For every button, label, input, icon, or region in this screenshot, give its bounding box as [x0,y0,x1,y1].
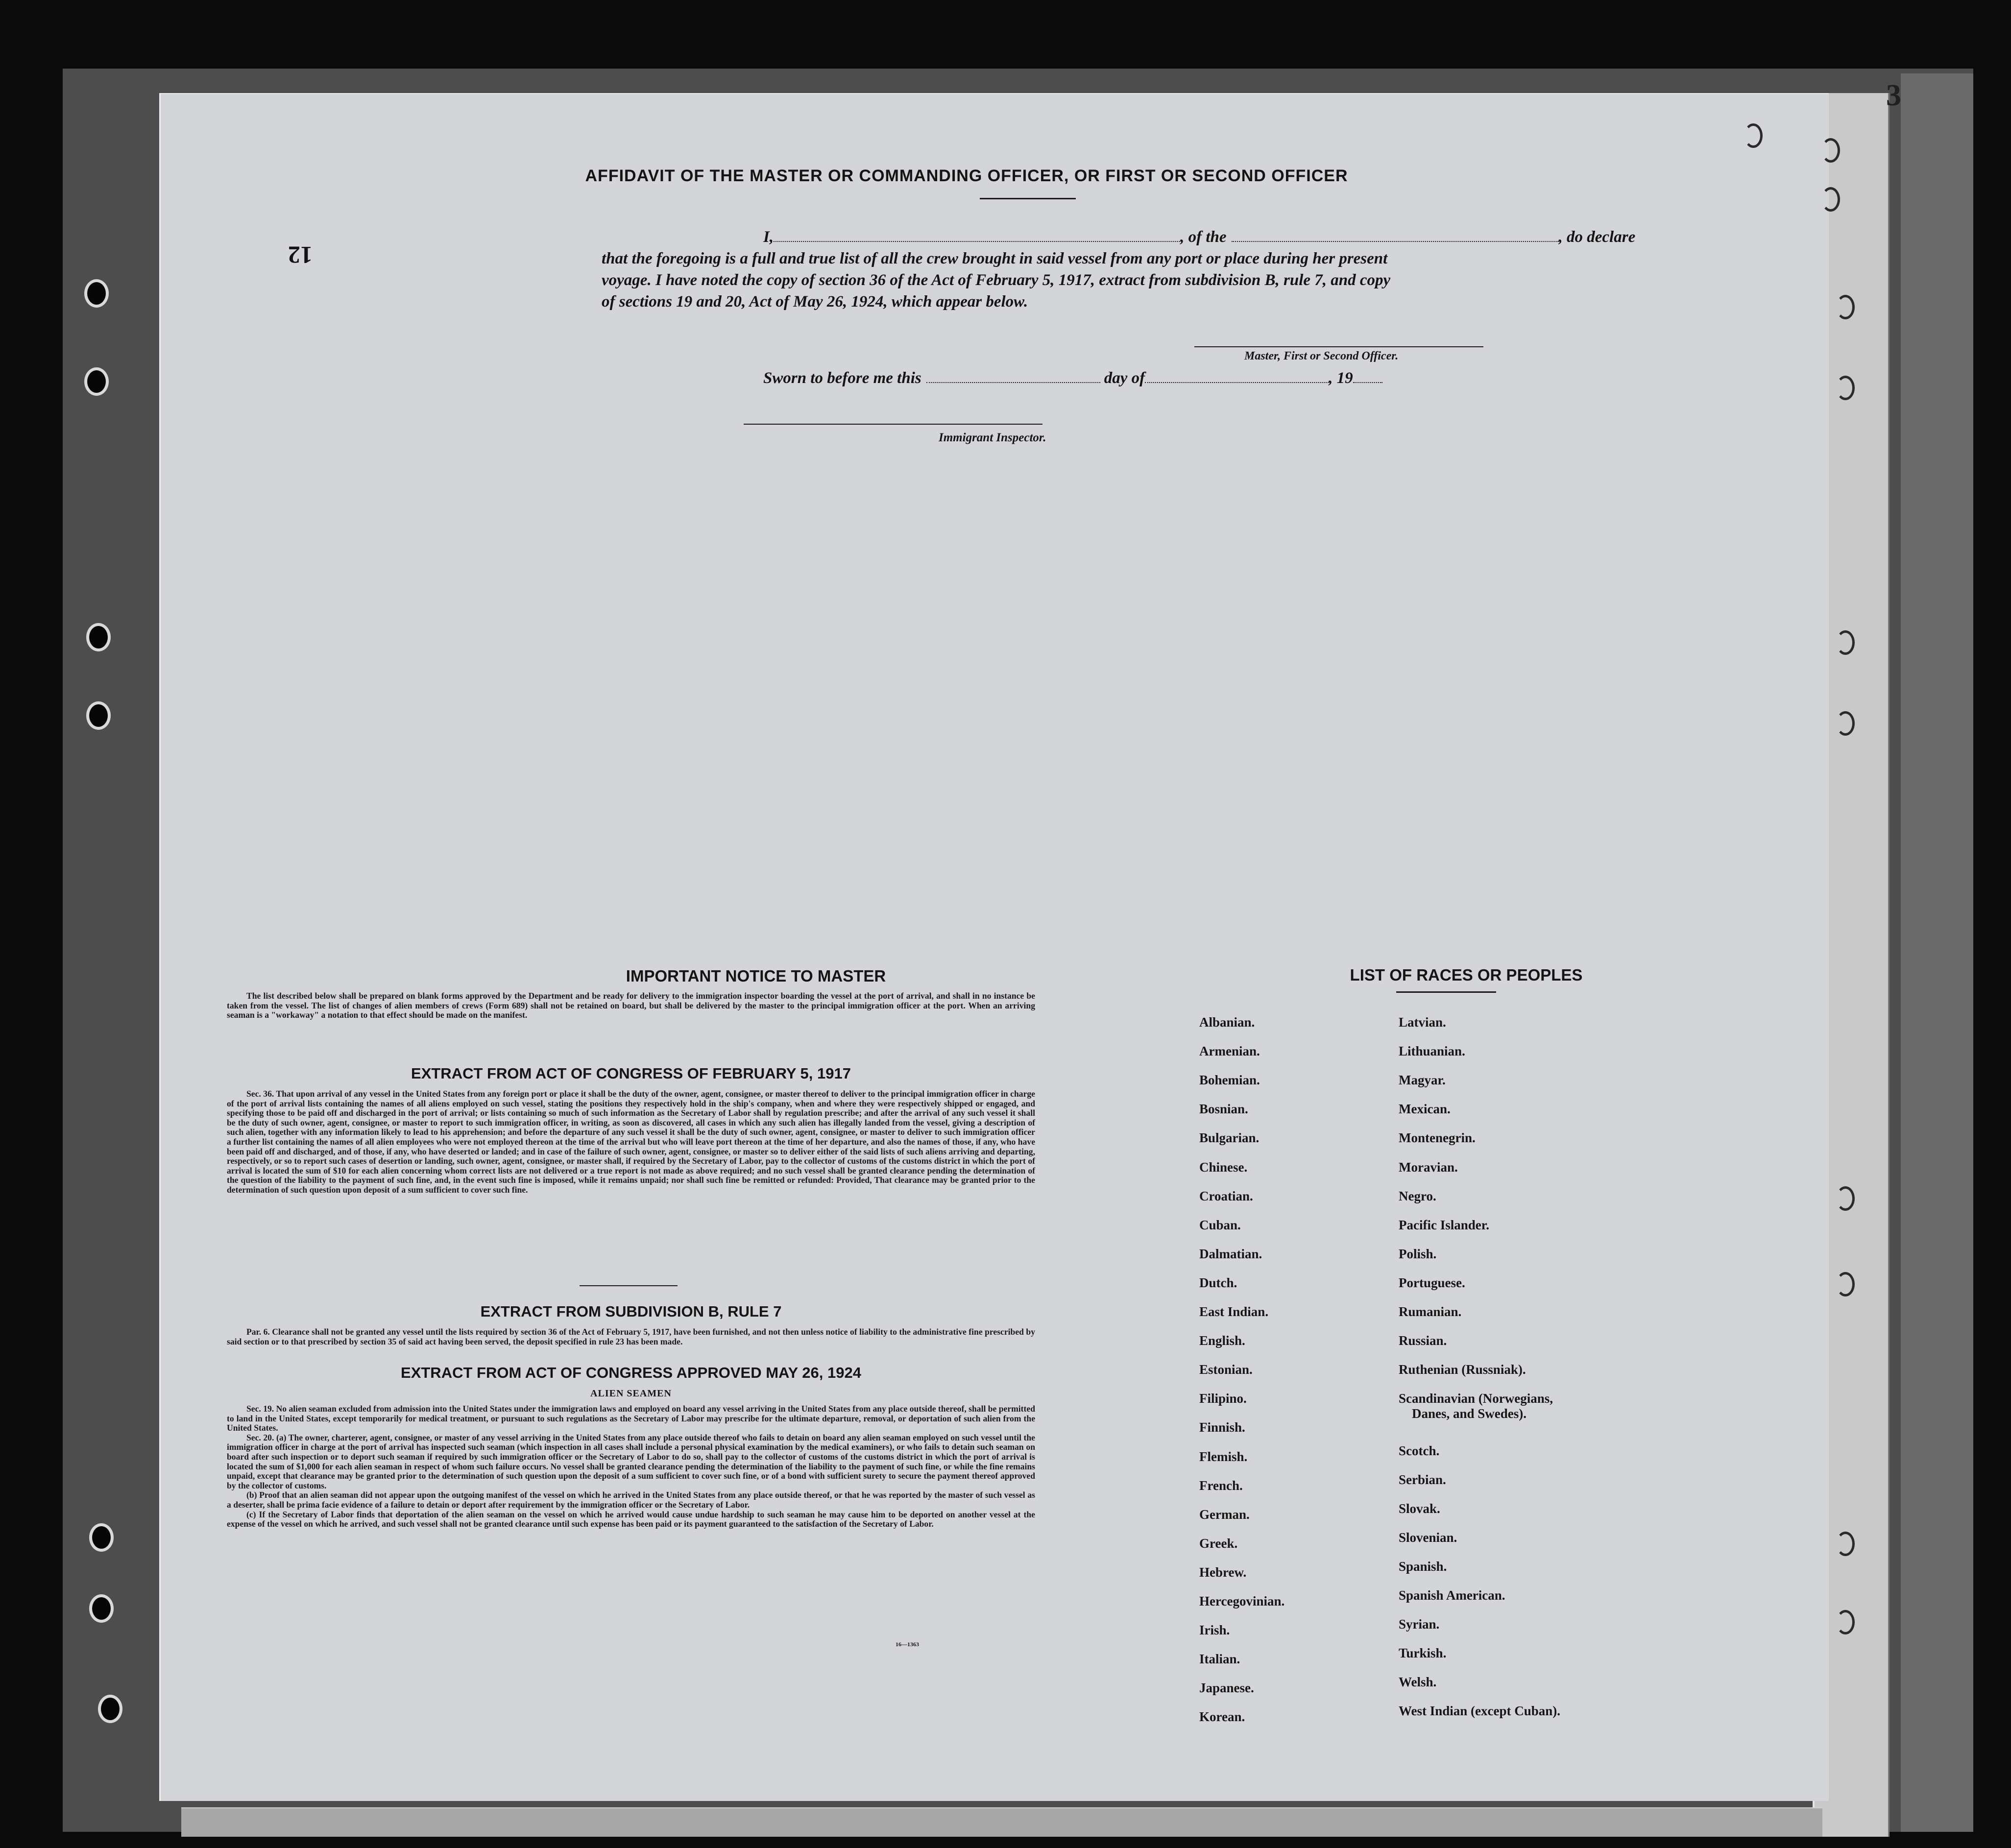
race-item: Moravian. [1399,1159,1458,1175]
paragraph-6: Par. 6. Clearance shall not be granted any vessel until the lists required by section 36 of the Act of February 5, 1917, have been furnished, and not then unless notice of liability to the administrative fine prescribed by said section or to that prescribed by section 35 of said act having been served, the deposit specified in rule 23 has been made. [227,1327,1035,1346]
race-item: Lithuanian. [1399,1044,1465,1059]
ring-hole-icon [1821,187,1840,212]
race-item: Spanish. [1399,1559,1447,1574]
race-item: Estonian. [1199,1362,1253,1377]
inspector-signature-caption: Immigrant Inspector. [939,431,1046,444]
ring-hole-icon [1836,711,1855,736]
title-rule [980,198,1076,199]
race-item: Portuguese. [1399,1275,1465,1290]
punch-hole-icon [84,279,109,308]
punch-hole-icon [89,1594,114,1623]
extract-1924-title: EXTRACT FROM ACT OF CONGRESS APPROVED MAY 26, 1924 [401,1364,861,1381]
race-item: Greek. [1199,1536,1238,1551]
races-title: LIST OF RACES OR PEOPLES [1350,966,1583,984]
master-signature-line[interactable] [1194,346,1483,347]
punch-hole-icon [86,701,111,730]
race-item: Rumanian. [1399,1304,1462,1319]
section-20a-paragraph: Sec. 20. (a) The owner, charterer, agent, consignee, or master of any vessel arriving in the United States from any place outside thereof who fails to detain on board any alien seaman employed on such vessel until the immigration officer in charge at the port of arrival has inspected such seaman (which inspection in all cases shall include a personal physical examination by the medical examiners), or who fails to detain such seaman on board after such inspection or to deport such seaman if required by such immigration officer or the Secretary of Labor to do so, shall pay to the collector of customs of the customs district in which the port of arrival is located the sum of $1,000 for each alien seaman in respect of whom such failure occurs. No vessel shall be granted clearance pending the determination of the liability to the payment of such fine, or while the fine remains unpaid, except that clearance may be granted prior to the determination of such question upon the deposit of a sum sufficient to cover such fine, or of a bond with sufficient surety to secure the payment thereof approved by the collector of customs. [227,1432,1035,1490]
margin-stamp-number: 12 [288,241,313,269]
punch-hole-icon [89,1523,114,1552]
section-19-paragraph: Sec. 19. No alien seaman excluded from admission into the United States under the immigration laws and employed on board any vessel arriving in the United States from any place outside thereof, shall be permitted to land in the United States, except temporarily for medical treatment, or pursuant to such regulations as the Secretary of Labor may prescribe for the ultimate departure, removal, or deportation of such alien from the United States. [227,1404,1035,1433]
ring-hole-icon [1744,123,1763,148]
affidavit-title: AFFIDAVIT OF THE MASTER OR COMMANDING OFFICER, OR FIRST OR SECOND OFFICER [585,167,1348,185]
sworn-month-field[interactable] [1145,367,1329,383]
race-item: Scotch. [1399,1443,1440,1458]
race-item: Armenian. [1199,1044,1260,1059]
race-item: Polish. [1399,1246,1437,1261]
race-item: Magyar. [1399,1073,1446,1088]
ring-hole-icon [1836,1610,1855,1634]
race-item: Finnish. [1199,1420,1245,1435]
officer-name-field[interactable] [774,226,1180,242]
race-item: Slovak. [1399,1501,1440,1516]
corner-page-mark: 3 [1886,79,1901,112]
ring-hole-icon [1836,630,1855,655]
race-item: Japanese. [1199,1680,1254,1696]
section-20c-paragraph: (c) If the Secretary of Labor finds that deportation of the alien seaman on the vessel on which he arrived would cause undue hardship to such seaman he may cause him to be deported on another vessel at the expense of the vessel on which he arrived, and such vessel shall not be granted clearance until such expense has been paid or its payment guaranteed to the satisfaction of the Secretary of Labor. [227,1509,1035,1529]
race-item: Serbian. [1399,1472,1446,1487]
affidavit-line-3: voyage. I have noted the copy of section 36 of the Act of February 5, 1917, extract from subdivision B, rule 7, and copy [602,271,1391,289]
affidavit-body [602,226,1665,312]
race-item: Latvian. [1399,1015,1446,1030]
race-item: Chinese. [1199,1159,1248,1175]
extract-1924-text [227,1404,1035,1529]
punch-hole-icon [98,1695,122,1723]
alien-seamen-subtitle: ALIEN SEAMEN [590,1388,672,1399]
race-item: Russian. [1399,1333,1447,1348]
races-title-rule [1396,991,1496,993]
race-item: Cuban. [1199,1217,1241,1232]
race-item: Dalmatian. [1199,1246,1262,1261]
affidavit-of-the-label: , of the [1180,228,1227,246]
notice-paragraph: The list described below shall be prepared on blank forms approved by the Department and be ready for delivery to the immigration inspector boarding the vessel at the port of arrival, and shall in no instance be taken from the vessel. The list of changes of alien members of crews (Form 689) shall not be retained on board, but shall be delivered by the master to the principal immigration officer at the port. When an arriving seaman is a "workaway" a notation to that effect should be made on the manifest. [227,991,1035,1020]
manifest-back-page [159,93,1829,1801]
race-item: Ruthenian (Russniak). [1399,1362,1526,1377]
notice-text [227,991,1035,1020]
race-item: German. [1199,1507,1250,1522]
race-item: Filipino. [1199,1391,1247,1406]
year-prefix-label: , 19 [1329,369,1353,387]
race-item: Hebrew. [1199,1564,1247,1580]
race-item: Flemish. [1199,1449,1248,1464]
race-item: Bulgarian. [1199,1130,1260,1146]
affidavit-declare-label: , do declare [1558,228,1636,246]
sworn-year-field[interactable] [1353,367,1382,383]
race-item: East Indian. [1199,1304,1269,1319]
ring-hole-icon [1821,138,1840,163]
race-item: West Indian (except Cuban). [1399,1704,1561,1719]
extract-1917-text [227,1089,1035,1195]
vessel-name-field[interactable] [1232,226,1559,242]
master-signature-caption: Master, First or Second Officer. [1244,350,1399,362]
race-item: Montenegrin. [1399,1130,1476,1146]
form-number: 16—1363 [896,1641,919,1648]
race-item: Albanian. [1199,1015,1255,1030]
punch-hole-icon [86,623,111,651]
race-item: Bohemian. [1199,1073,1260,1088]
notice-title: IMPORTANT NOTICE TO MASTER [626,967,886,985]
section-36-paragraph: Sec. 36. That upon arrival of any vessel in the United States from any foreign port or place it shall be the duty of the owner, agent, consignee, or master thereof to deliver to the principal immigration officer in charge of the port of arrival lists containing the names of all aliens employed on such vessel, stating the positions they respectively hold in the ship's company, when and where they were respectively shipped or engaged, and specifying those to be paid off and discharged in the port of arrival; or lists containing so much of such information as the Secretary of Labor shall by regulation prescribe; and after the arrival of any such vessel it shall be the duty of such owner, agent, consignee, or master to report to such immigration officer, in writing, as soon as discovered, all cases in which any such alien has illegally landed from the vessel, giving a description of such alien, together with any information likely to lead to his apprehension; and before the departure of any such vessel it shall be the duty of such owner, agent, consignee, or master to deliver to such immigration officer a further list containing the names of all alien employees who were not employed thereon at the time of the arrival but who will leave port thereon at the time of her departure, and also the names of those, if any, who have been paid off and discharged, and of those, if any, who have deserted or landed; and in case of the failure of such owner, agent, consignee, or master so to deliver either of the said lists of such aliens arriving and departing, respectively, or so to report such cases of desertion or landing, such owner, agent, consignee, or master shall, if required by the Secretary of Labor, pay to the collector of customs of the customs district in which the port of arrival is located the sum of $10 for each alien concerning whom correct lists are not delivered or a true report is not made as above required; and no such vessel shall be granted clearance pending the determination of the question of the liability to the payment of such fine, and, in the event such fine is imposed, while it remains unpaid; nor shall such fine be remitted or refunded: Provided, That clearance may be granted prior to the determination of such question upon deposit of a sum sufficient to cover such fine. [227,1089,1035,1195]
sworn-day-field[interactable] [926,367,1100,383]
race-item: French. [1199,1478,1243,1493]
affidavit-i-label: I, [763,228,774,246]
race-item: Turkish. [1399,1646,1447,1661]
race-item: Bosnian. [1199,1102,1248,1117]
ring-hole-icon [1836,1186,1855,1211]
race-item: Welsh. [1399,1675,1437,1690]
race-item: Korean. [1199,1709,1245,1725]
scan-film-right-strip [1901,73,1973,1832]
affidavit-line-4: of sections 19 and 20, Act of May 26, 1924, which appear below. [602,293,1028,311]
day-of-label: day of [1104,369,1145,387]
race-item: Hercegovinian. [1199,1594,1285,1608]
affidavit-line-2: that the foregoing is a full and true list of all the crew brought in said vessel from any port or place during her present [602,250,1388,267]
race-item: Irish. [1199,1623,1230,1638]
race-item: English. [1199,1333,1245,1348]
ring-hole-icon [1836,295,1855,319]
underlying-page-bottom [181,1807,1822,1837]
race-item: Negro. [1399,1188,1436,1203]
race-item: Syrian. [1399,1617,1440,1632]
race-item: Dutch. [1199,1275,1237,1290]
extract-rule7-title: EXTRACT FROM SUBDIVISION B, RULE 7 [480,1303,782,1320]
race-item: Mexican. [1399,1102,1451,1117]
race-item: Spanish American. [1399,1588,1505,1603]
race-item: Slovenian. [1399,1530,1457,1545]
race-item: Pacific Islander. [1399,1217,1489,1232]
sworn-line [602,367,1382,389]
sworn-label: Sworn to before me this [763,369,921,387]
section-divider [580,1285,678,1286]
race-item: Scandinavian (Norwegians, Danes, and Swedes). [1399,1391,1553,1421]
inspector-signature-line[interactable] [744,424,1042,425]
race-item: Italian. [1199,1652,1240,1667]
extract-rule7-text [227,1327,1035,1346]
section-20b-paragraph: (b) Proof that an alien seaman did not appear upon the outgoing manifest of the vessel on which he arrived in the United States from any place outside thereof, or that he was reported by the master of such vessel as a deserter, shall be prima facie evidence of a failure to detain or deport after requirement by the immigration officer or the Secretary of Labor. [227,1490,1035,1510]
extract-1917-title: EXTRACT FROM ACT OF CONGRESS OF FEBRUARY 5, 1917 [411,1065,851,1082]
punch-hole-icon [84,367,109,396]
ring-hole-icon [1836,376,1855,400]
ring-hole-icon [1836,1532,1855,1556]
ring-hole-icon [1836,1272,1855,1296]
race-item: Croatian. [1199,1188,1253,1203]
